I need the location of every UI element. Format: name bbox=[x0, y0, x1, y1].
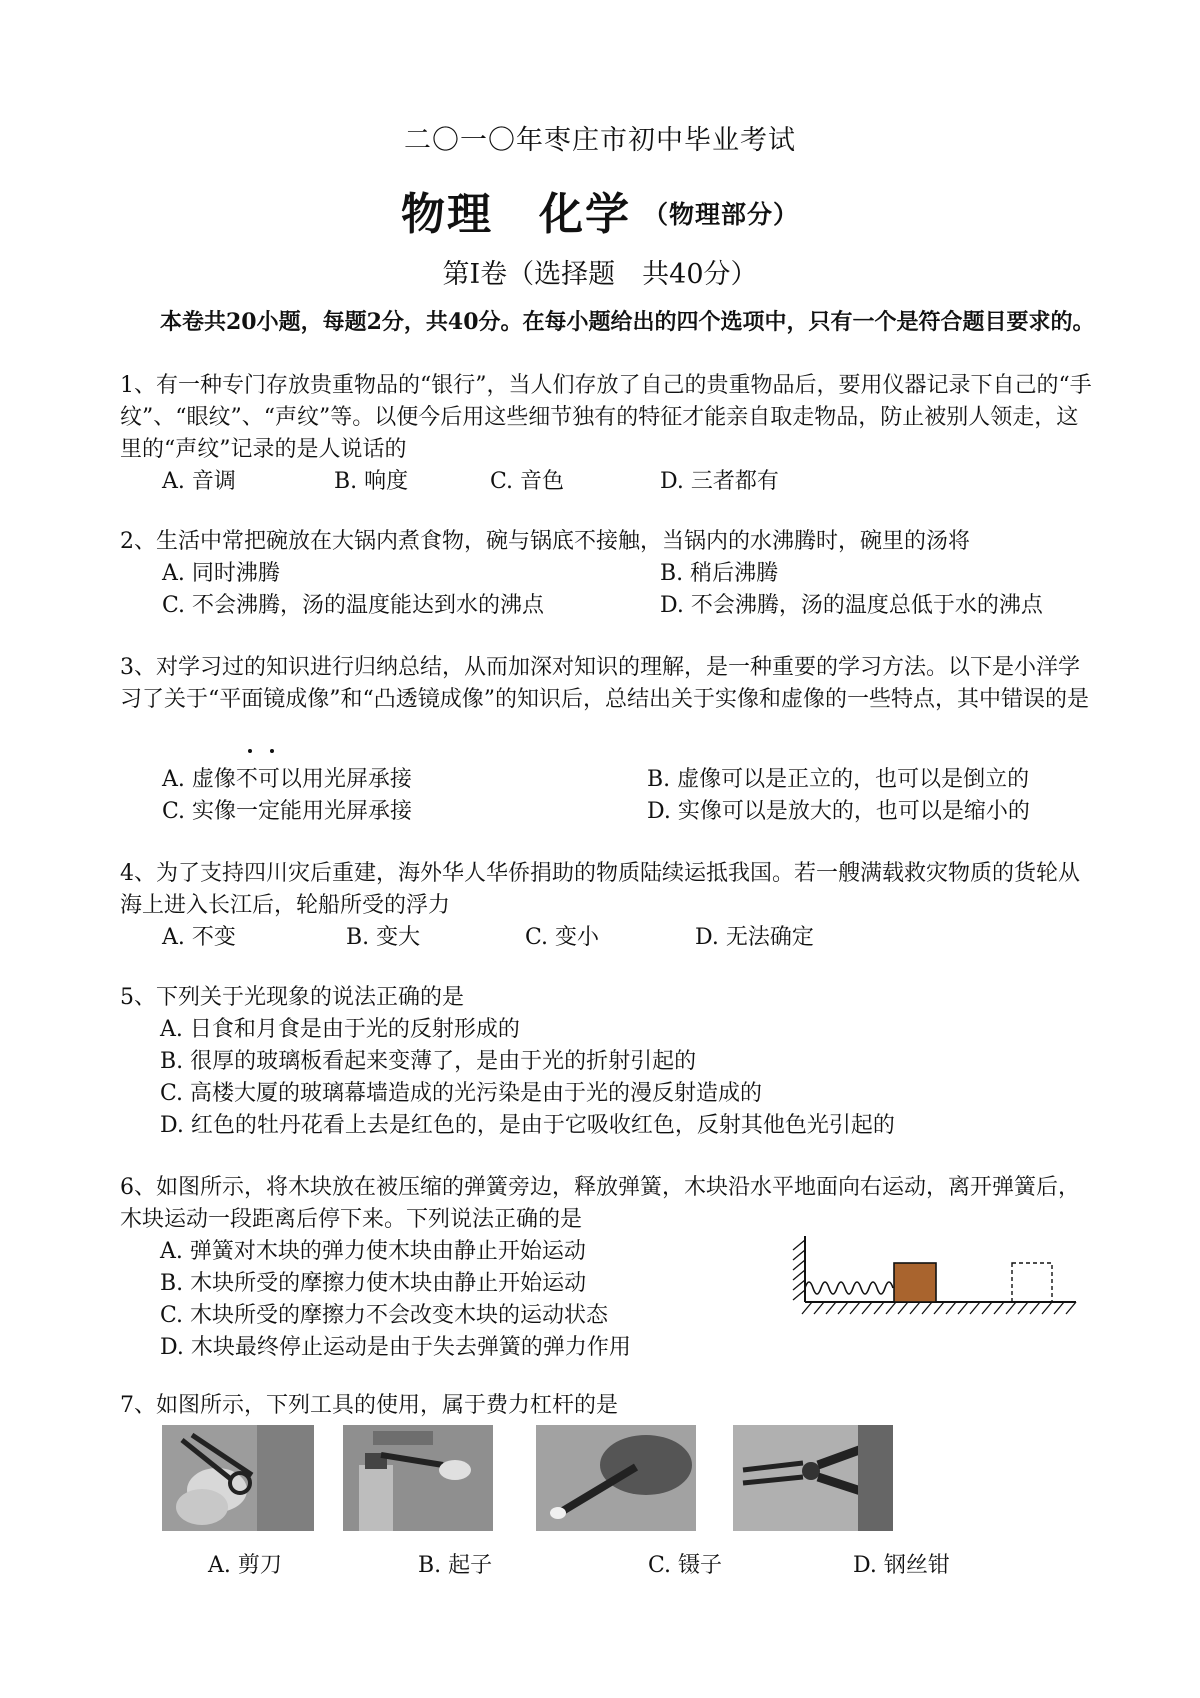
q4-option-b: B. 变大 bbox=[346, 925, 421, 950]
q1-option-d: D. 三者都有 bbox=[660, 469, 779, 494]
question-1-stem: 1、有一种专门存放贵重物品的“银行”，当人们存放了自己的贵重物品后，要用仪器记录下自己的“手纹”、“眼纹”、“声纹”等。以便今后用这些细节独有的特征才能亲自取走物品，防止被别人领走，这里的“声纹”记录的是人说话的 bbox=[120, 373, 1092, 462]
question-4-stem: 4、为了支持四川灾后重建，海外华人华侨捐助的物质陆续运抵我国。若一艘满载救灾物质的货轮从海上进入长江后，轮船所受的浮力 bbox=[120, 861, 1081, 918]
q7-option-d: D. 钢丝钳 bbox=[853, 1553, 950, 1578]
emphasis-dot bbox=[248, 749, 252, 753]
q7-option-b: B. 起子 bbox=[418, 1553, 493, 1578]
exam-title: 二〇一〇年枣庄市初中毕业考试 bbox=[404, 125, 796, 156]
subject-name: 物理 化学 bbox=[400, 189, 631, 240]
section-title: 第Ⅰ卷（选择题 共40分） bbox=[442, 259, 758, 290]
tweezers-photo bbox=[536, 1425, 696, 1531]
question-3-stem: 3、对学习过的知识进行归纳总结，从而加深对知识的理解，是一种重要的学习方法。以下是小洋学习了关于“平面镜成像”和“凸透镜成像”的知识后，总结出关于实像和虚像的一些特点，其中错误的是 bbox=[120, 655, 1089, 712]
q3-option-a: A. 虚像不可以用光屏承接 bbox=[162, 767, 412, 792]
q5-option-a: A. 日食和月食是由于光的反射形成的 bbox=[160, 1017, 520, 1042]
q3-option-c: C. 实像一定能用光屏承接 bbox=[162, 799, 413, 824]
question-5-stem: 5、下列关于光现象的说法正确的是 bbox=[120, 985, 464, 1010]
pliers-photo bbox=[733, 1425, 893, 1531]
scissors-photo bbox=[162, 1425, 314, 1531]
q5-option-b: B. 很厚的玻璃板看起来变薄了，是由于光的折射引起的 bbox=[160, 1049, 697, 1074]
q1-option-c: C. 音色 bbox=[490, 469, 565, 494]
q2-option-c: C. 不会沸腾，汤的温度能达到水的沸点 bbox=[162, 593, 545, 618]
subject-title bbox=[0, 178, 1200, 242]
q2-option-a: A. 同时沸腾 bbox=[162, 561, 280, 586]
q6-option-d: D. 木块最终停止运动是由于失去弹簧的弹力作用 bbox=[160, 1335, 631, 1360]
ground-hatching bbox=[802, 1302, 1076, 1314]
q5-option-d: D. 红色的牡丹花看上去是红色的，是由于它吸收红色，反射其他色光引起的 bbox=[160, 1113, 895, 1138]
q6-option-a: A. 弹簧对木块的弹力使木块由静止开始运动 bbox=[160, 1239, 586, 1264]
emphasis-dot bbox=[270, 749, 274, 753]
question-6-stem: 6、如图所示，将木块放在被压缩的弹簧旁边，释放弹簧，木块沿水平地面向右运动，离开弹簧后，木块运动一段距离后停下来。下列说法正确的是 bbox=[120, 1175, 1081, 1232]
spring-block-figure bbox=[788, 1228, 1078, 1338]
wooden-block bbox=[894, 1263, 936, 1302]
question-2-stem: 2、生活中常把碗放在大锅内煮食物，碗与锅底不接触，当锅内的水沸腾时，碗里的汤将 bbox=[120, 529, 970, 554]
q4-option-d: D. 无法确定 bbox=[695, 925, 814, 950]
question-7-stem: 7、如图所示，下列工具的使用，属于费力杠杆的是 bbox=[120, 1393, 618, 1418]
q5-option-c: C. 高楼大厦的玻璃幕墙造成的光污染是由于光的漫反射造成的 bbox=[160, 1081, 763, 1106]
block-final-position bbox=[1012, 1263, 1052, 1302]
q6-option-b: B. 木块所受的摩擦力使木块由静止开始运动 bbox=[160, 1271, 587, 1296]
wall-hatching bbox=[793, 1240, 805, 1300]
instructions: 本卷共20小题，每题2分，共40分。在每小题给出的四个选项中，只有一个是符合题目要求的。 bbox=[160, 309, 1095, 335]
q1-option-b: B. 响度 bbox=[334, 469, 409, 494]
q3-option-b: B. 虚像可以是正立的，也可以是倒立的 bbox=[647, 767, 1030, 792]
spring bbox=[805, 1282, 893, 1294]
q4-option-c: C. 变小 bbox=[525, 925, 600, 950]
q7-option-a: A. 剪刀 bbox=[208, 1553, 282, 1578]
subject-subtitle: （物理部分） bbox=[642, 200, 799, 229]
q3-option-d: D. 实像可以是放大的，也可以是缩小的 bbox=[647, 799, 1030, 824]
q1-option-a: A. 音调 bbox=[162, 469, 236, 494]
q4-option-a: A. 不变 bbox=[162, 925, 236, 950]
q6-option-c: C. 木块所受的摩擦力不会改变木块的运动状态 bbox=[160, 1303, 609, 1328]
q2-option-d: D. 不会沸腾，汤的温度总低于水的沸点 bbox=[660, 593, 1043, 618]
bottle-opener-photo bbox=[343, 1425, 493, 1531]
q7-option-c: C. 镊子 bbox=[648, 1553, 723, 1578]
q2-option-b: B. 稍后沸腾 bbox=[660, 561, 779, 586]
